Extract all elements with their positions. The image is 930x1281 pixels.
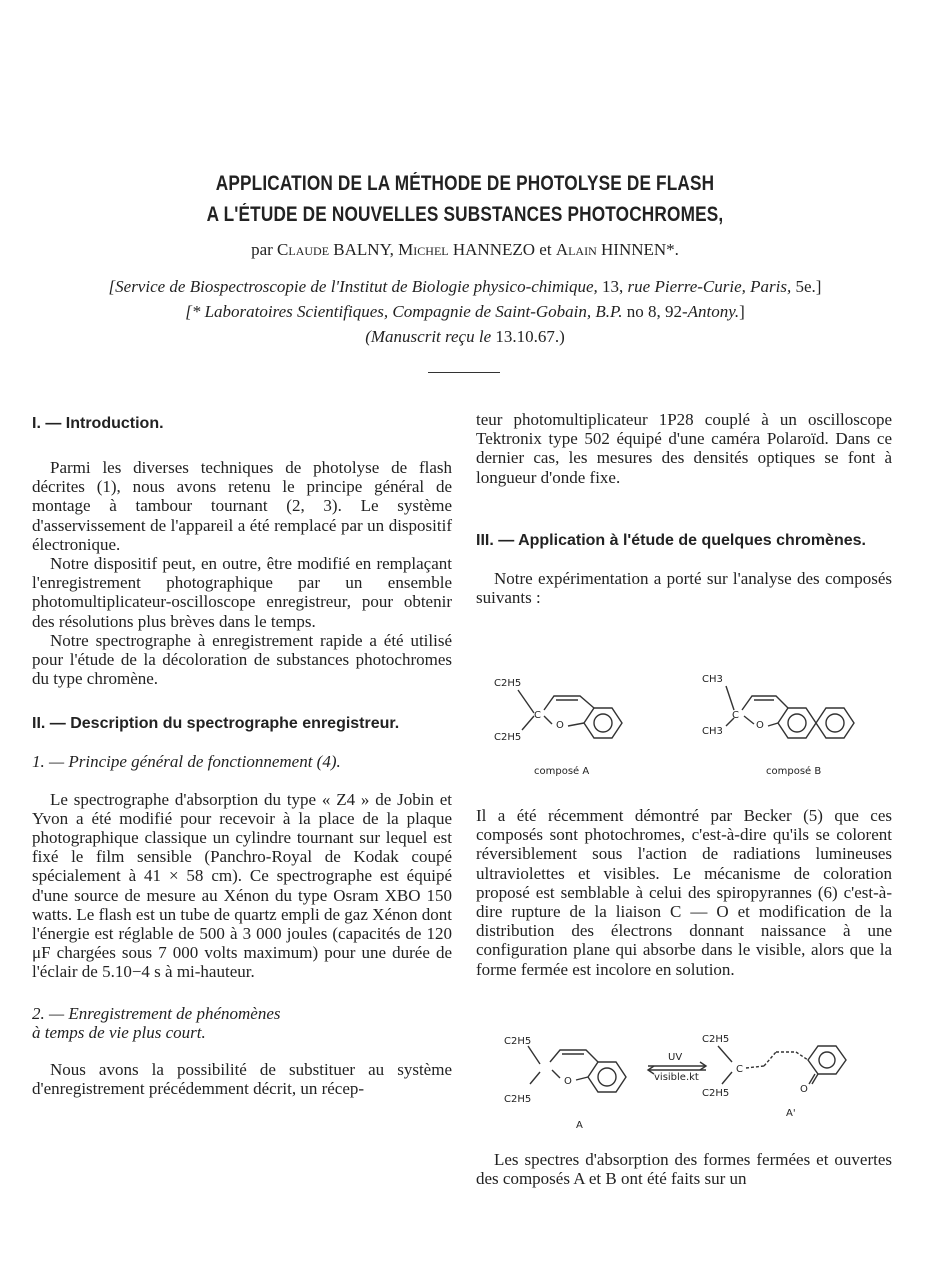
left-column — [32, 414, 452, 1098]
paragraph: Notre spectrographe à enregistrement rapide a été utilisé pour l'étude de la décoloration de substances photochromes du type chromène. — [32, 630, 452, 689]
formula-label: C2H5 — [702, 1088, 730, 1099]
section-heading: II. — Description du spectrographe enregistreur. — [32, 715, 400, 733]
subsection-heading: 2. — Enregistrement de phénomènes — [32, 1003, 281, 1023]
compound-b-label: composé B — [766, 766, 822, 777]
right-column-top — [476, 410, 892, 607]
atom-label: O — [800, 1084, 808, 1095]
section-heading: III. — Application à l'étude de quelques chromènes. — [476, 531, 866, 549]
affiliation-2: [* Laboratoires Scientifiques, Compagnie de Saint-Gobain, B.P. no 8, 92-Antony.] — [185, 302, 745, 321]
atom-label: C — [736, 1064, 743, 1075]
paragraph: teur photomultiplicateur 1P28 couplé à un oscilloscope Tektronix type 502 équipé d'une caméra Polaroïd. Dans ce dernier cas, les mesures des densités optiques se font à longueur d'onde fixe. — [476, 410, 892, 487]
compound-a-prime-label: A' — [786, 1108, 796, 1119]
formula-label: C2H5 — [702, 1034, 730, 1045]
paragraph: Notre dispositif peut, en outre, être modifié en remplaçant l'enregistrement photographique par un ensemble photomultiplicateur-oscilloscope enregistreur, pour obtenir des résolutions plus brèves dans le temps. — [32, 554, 452, 631]
subsection-heading: à temps de vie plus court. — [32, 1022, 206, 1042]
atom-label: C — [732, 710, 739, 721]
formula-label: CH3 — [702, 674, 723, 685]
arrow-label-uv: UV — [668, 1052, 683, 1063]
affiliation-1: [Service de Biospectroscopie de l'Institut de Biologie physico-chimique, 13, rue Pierre-Curie, Paris, 5e.] — [108, 277, 822, 296]
paragraph: Il a été récemment démontré par Becker (5) que ces composés sont photochromes, c'est-à-dire qu'ils se colorent réversiblement sous l'action de radiations lumineuses ultraviolettes et visibles. Le mécanisme de coloration proposé est semblable à celui des spiropyrannes (6) c'est-à-dire rupture de la liaison C — O et modification de la distribution des électrons donnant naissance à une configuration plane qui absorbe dans le visible, alors que la forme fermée est incolore en solution. — [476, 806, 892, 979]
title-line-1: APPLICATION DE LA MÉTHODE DE PHOTOLYSE DE FLASH — [215, 172, 715, 195]
paragraph: Parmi les diverses techniques de photolyse de flash décrites (1), nous avons retenu le principe général de montage à tambour tournant (2, 3). Le système d'asservissement de l'appareil a été remplacé par un dispositif électronique. — [32, 458, 452, 554]
formula-label: C2H5 — [494, 732, 522, 743]
right-column-middle — [476, 806, 892, 979]
compound-a-label: A — [576, 1120, 583, 1131]
right-column-bottom — [476, 1150, 892, 1188]
subsection-heading: 1. — Principe général de fonctionnement (4). — [32, 752, 341, 772]
manuscript-received: (Manuscrit reçu le 13.10.67.) — [365, 327, 565, 346]
chemical-structures-figure — [476, 668, 896, 788]
reaction-scheme-figure — [496, 1022, 896, 1134]
title-rule — [428, 372, 500, 373]
byline: par Claude BALNY, Michel HANNEZO et Alain HINNEN*. — [251, 240, 679, 259]
formula-label: C2H5 — [504, 1094, 532, 1105]
formula-label: C2H5 — [504, 1036, 532, 1047]
atom-label: O — [556, 720, 564, 731]
title-line-2: A L'ÉTUDE DE NOUVELLES SUBSTANCES PHOTOCHROMES, — [206, 203, 724, 226]
formula-label: CH3 — [702, 726, 723, 737]
section-heading: I. — Introduction. — [32, 415, 164, 432]
paragraph: Notre expérimentation a porté sur l'analyse des composés suivants : — [476, 568, 892, 608]
paragraph: Les spectres d'absorption des formes fermées et ouvertes des composés A et B ont été faits sur un — [476, 1150, 892, 1189]
paragraph: Le spectrographe d'absorption du type « Z4 » de Jobin et Yvon a été modifié pour recevoir à la place de la plaque photographique classique un cylindre tournant sur lequel est fixé le film sensible (Panchro-Royal de Kodak coupé spécialement à 41 × 58 cm). Ce spectrographe est équipé d'une source de mesure au Xénon du type Osram XBO 150 watts. Le flash est un tube de quartz empli de gaz Xénon dont l'énergie est réglable de 500 à 3 000 joules (capacités de 120 μF chargées sous 7 000 volts maximum) pour une durée de l'éclair de 5.10−4 s à mi-hauteur. — [32, 789, 452, 982]
arrow-label-visible: visible.kt — [654, 1072, 699, 1083]
atom-label: C — [534, 710, 541, 721]
paragraph: Nous avons la possibilité de substituer au système d'enregistrement précédemment décrit, un récep- — [32, 1060, 452, 1099]
atom-label: O — [756, 720, 764, 731]
atom-label: O — [564, 1076, 572, 1087]
formula-label: C2H5 — [494, 678, 522, 689]
compound-a-label: composé A — [534, 766, 590, 777]
